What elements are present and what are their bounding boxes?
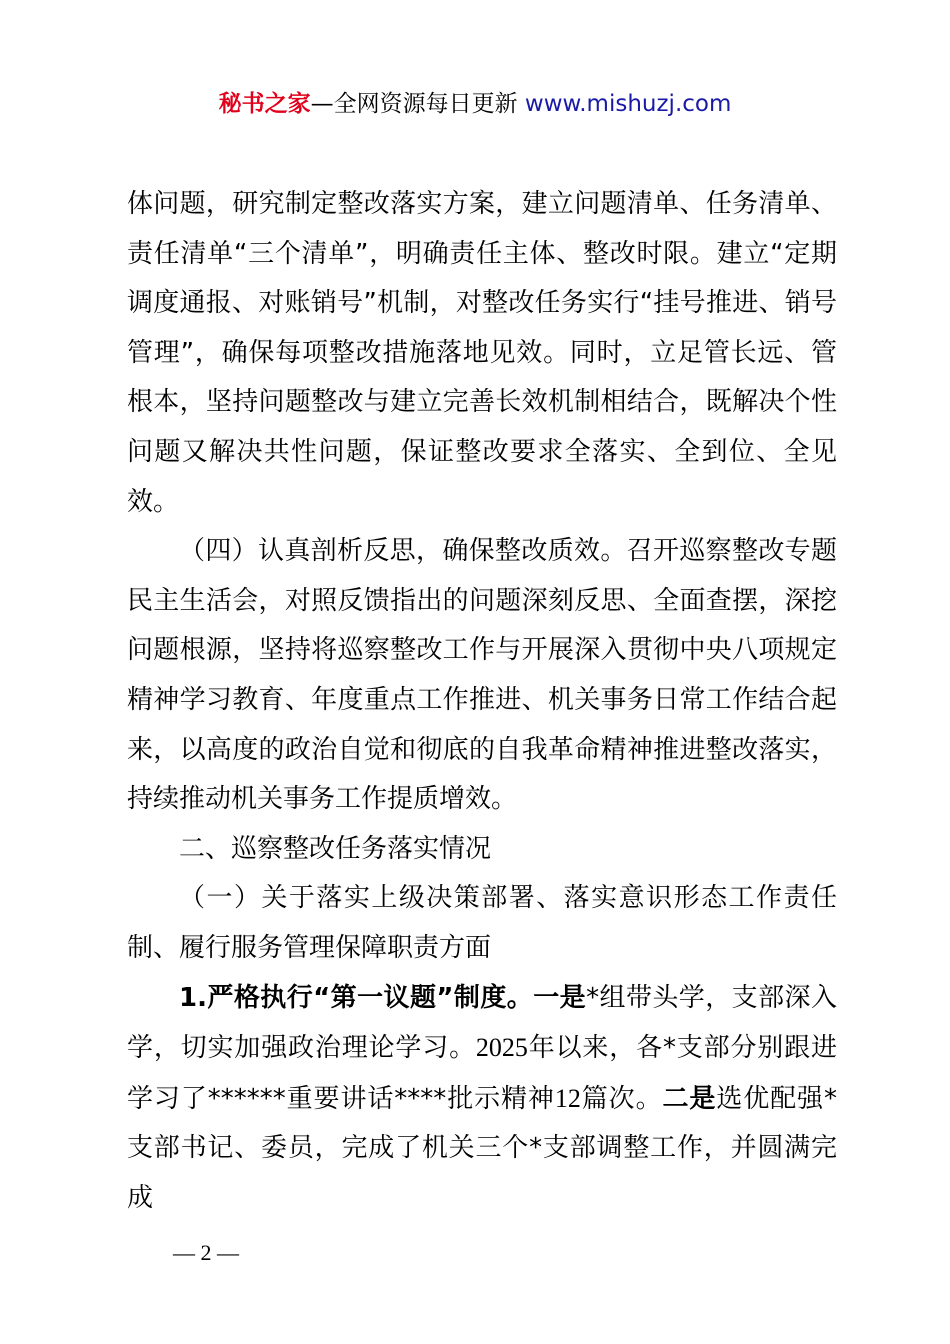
lead-first: 一是: [533, 982, 587, 1013]
page-number: — 2 —: [173, 1240, 239, 1265]
heading-section-two: 二、巡察整改任务落实情况: [179, 833, 492, 864]
subheading-item-one: （一）关于落实上级决策部署、落实意识形态工作责任制、履行服务管理保障职责方面: [127, 883, 837, 963]
text-segment: *组带头学，支部深入学，切实加强政治理论学习。: [127, 982, 837, 1064]
paragraph-first-agenda: [127, 974, 837, 1224]
document-body: [127, 180, 837, 1223]
item-title: 1.严格执行“第一议题”制度。: [179, 982, 534, 1013]
paragraph-section-four: （四）认真剖析反思，确保整改质效。召开巡察整改专题民主生活会，对照反馈指出的问题深刻反思、全面查摆，深挖问题根源，坚持将巡察整改工作与开展深入贯彻中央八项规定精神学习教育、年度重点工作推进、机关事务日常工作结合起来，以高度的政治自觉和彻底的自我革命精神推进整改落实，持续推动机关事务工作提质增效。: [127, 536, 837, 815]
lead-second: 二是: [662, 1083, 717, 1114]
count-value: 12: [554, 1083, 581, 1113]
paragraph-continued: 体问题，研究制定整改落实方案，建立问题清单、任务清单、责任清单“三个清单”，明确责任主体、整改时限。建立“定期调度通报、对账销号”机制，对整改任务实行“挂号推进、销号管理”，确保每项整改措施落地见效。同时，立足管长远、管根本，坚持问题整改与建立完善长效机制相结合，既解决个性问题又解决共性问题，保证整改要求全落实、全到位、全见效。: [127, 189, 837, 517]
text-segment: 篇次。: [580, 1083, 663, 1114]
header-url-link[interactable]: www.mishuzj.com: [524, 91, 732, 117]
text-segment: 年以来，各*支部分别跟进学习了******重要讲话****批示精神: [127, 1033, 837, 1114]
text-segment: 选优配强*支部书记、委员，完成了机关三个*支部调整工作，并圆满完成: [127, 1083, 837, 1213]
year-value: 2025: [475, 1033, 528, 1063]
header-slogan: —全网资源每日更新: [310, 91, 518, 117]
brand-name: 秘书之家: [218, 91, 311, 117]
site-header: [0, 88, 950, 120]
